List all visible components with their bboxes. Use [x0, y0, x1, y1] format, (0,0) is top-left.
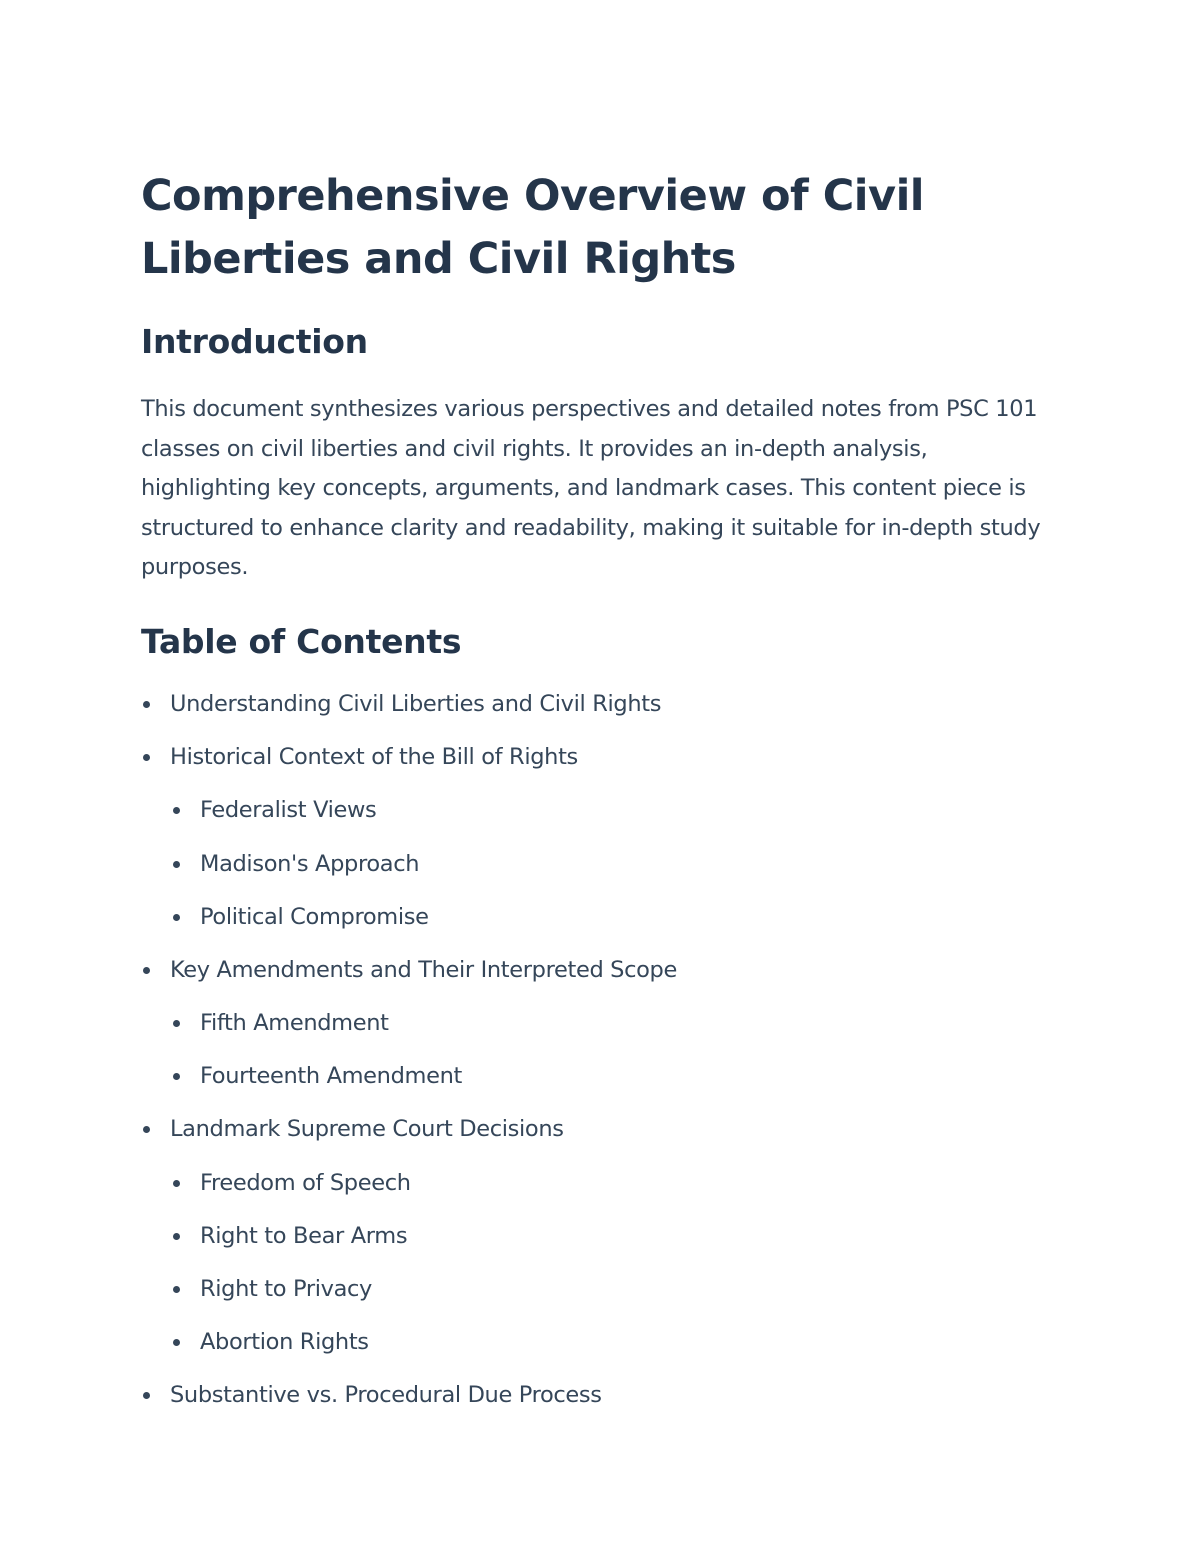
toc-item-label: Fourteenth Amendment — [200, 1063, 462, 1090]
toc-item — [141, 851, 1061, 878]
toc-item-label: Freedom of Speech — [200, 1169, 411, 1196]
bullet-icon — [173, 914, 180, 921]
toc-item — [141, 1170, 1061, 1197]
toc-item — [141, 1223, 1061, 1250]
toc-item-label: Key Amendments and Their Interpreted Scope — [170, 956, 677, 983]
toc-item — [141, 1010, 1061, 1037]
bullet-icon — [173, 1180, 180, 1187]
toc-item — [141, 691, 1061, 718]
toc-item-label: Political Compromise — [200, 903, 429, 930]
toc-item-label: Historical Context of the Bill of Rights — [170, 744, 578, 771]
toc-item-label: Madison's Approach — [200, 850, 420, 877]
toc-item — [141, 1382, 1061, 1409]
table-of-contents-heading: Table of Contents — [141, 621, 462, 661]
toc-item-label: Federalist Views — [200, 797, 377, 824]
toc-item — [141, 797, 1061, 824]
bullet-icon — [173, 1073, 180, 1080]
toc-item-label: Abortion Rights — [200, 1329, 369, 1356]
introduction-paragraph: This document synthesizes various perspectives and detailed notes from PSC 101 classes on civil liberties and civil rights. It provides an in-depth analysis, highlighting key concepts, arguments, and landmark cases. This content piece is structured to enhance clarity and readability, making it suitable for in-depth study purposes. — [141, 396, 1041, 581]
toc-item — [141, 744, 1061, 771]
bullet-icon — [173, 861, 180, 868]
introduction-heading: Introduction — [141, 322, 368, 361]
toc-item — [141, 1329, 1061, 1356]
document-page — [141, 165, 1061, 1436]
table-of-contents-list — [141, 691, 1061, 1409]
bullet-icon — [143, 967, 150, 974]
toc-item-label: Landmark Supreme Court Decisions — [170, 1116, 564, 1143]
toc-item — [141, 1276, 1061, 1303]
toc-item-label: Substantive vs. Procedural Due Process — [170, 1382, 602, 1409]
bullet-icon — [143, 754, 150, 761]
document-title: Comprehensive Overview of Civil Liberties and Civil Rights — [141, 171, 925, 284]
toc-item-label: Right to Privacy — [200, 1276, 373, 1303]
bullet-icon — [143, 1126, 150, 1133]
toc-item-label: Understanding Civil Liberties and Civil Rights — [170, 690, 662, 717]
bullet-icon — [173, 1020, 180, 1027]
bullet-icon — [173, 1233, 180, 1240]
bullet-icon — [173, 807, 180, 814]
toc-item-label: Fifth Amendment — [200, 1010, 389, 1037]
bullet-icon — [143, 1392, 150, 1399]
bullet-icon — [143, 701, 150, 708]
toc-item — [141, 1116, 1061, 1143]
toc-item — [141, 904, 1061, 931]
bullet-icon — [173, 1339, 180, 1346]
toc-item-label: Right to Bear Arms — [200, 1222, 408, 1249]
bullet-icon — [173, 1286, 180, 1293]
toc-item — [141, 1063, 1061, 1090]
toc-item — [141, 957, 1061, 984]
